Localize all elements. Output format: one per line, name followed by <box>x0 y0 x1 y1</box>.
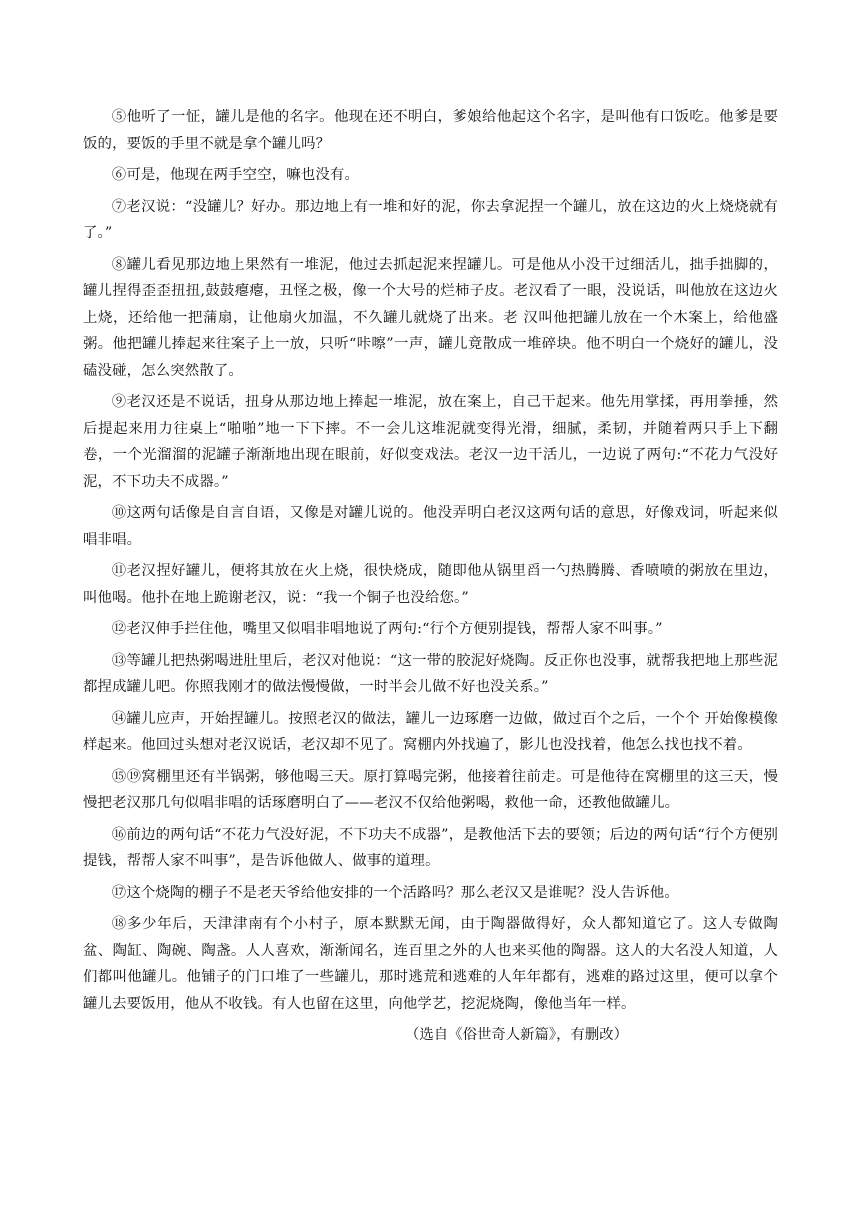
document-page <box>83 104 778 1048</box>
paragraph-13: ⑬等罐儿把热粥喝进肚里后，老汉对他说：“这一带的胶泥好烧陶。反正你也没事，就帮我把地上那些泥都捏成罐儿吧。你照我刚才的做法慢慢做，一时半会儿做不好也没关系。” <box>83 652 778 695</box>
paragraph-7: ⑦老汉说：“没罐儿？好办。那边地上有一堆和好的泥，你去拿泥捏一个罐儿，放在这边的火上烧烧就有了。” <box>83 198 778 241</box>
paragraph-10: ⑩这两句话像是自言自语，又像是对罐儿说的。他没弄明白老汉这两句话的意思，好像戏词，听起来似唱非唱。 <box>83 505 778 548</box>
paragraph-16: ⑯前边的两句话“不花力气没好泥，不下功夫不成器”，是教他活下去的要领；后边的两句话“行个方便别提钱，帮帮人家不叫事”，是告诉他做人、做事的道理。 <box>83 826 778 869</box>
paragraph-8: ⑧罐儿看见那边地上果然有一堆泥，他过去抓起泥来捏罐儿。可是他从小没干过细活儿，拙手拙脚的，罐儿捏得歪歪扭扭,鼓鼓瘪瘪，丑怪之极，像一个大号的烂柿子皮。老汉看了一眼，没说话，叫他放在这边火上烧，还给他一把蒲扇，让他扇火加温，不久罐儿就烧了出来。老 汉叫他把罐儿放在一个木案上，给他盛粥。他把罐儿捧起来往案子上一放，只听“咔嚓”一声，罐儿竟散成一堆碎块。他不明白一个烧好的罐儿，没磕没碰，怎么突然散了。 <box>83 256 778 379</box>
paragraph-6: ⑥可是，他现在两手空空，嘛也没有。 <box>111 167 359 183</box>
paragraph-12: ⑫老汉伸手拦住他，嘴里又似唱非唱地说了两句:“行个方便别提钱，帮帮人家不叫事。” <box>111 621 663 637</box>
paragraph-5: ⑤他听了一怔，罐儿是他的名字。他现在还不明白，爹娘给他起这个名字，是叫他有口饭吃。他爹是要饭的，要饭的手里不就是拿个罐儿吗？ <box>83 109 778 152</box>
paragraph-18: ⑱多少年后，天津津南有个小村子，原本默默无闻，由于陶器做得好，众人都知道它了。这人专做陶盆、陶缸、陶碗、陶盏。人人喜欢，渐渐闻名，连百里之外的人也来买他的陶器。这人的大名没人知道，人们都叫他罐儿。他铺子的门口堆了一些罐儿，那时逃荒和逃难的人年年都有，逃难的路过这里，便可以拿个罐儿去要饭用，他从不收钱。有人也留在这里，向他学艺，挖泥烧陶，像他当年一样。 <box>83 916 778 1012</box>
paragraph-9: ⑨老汉还是不说话，扭身从那边地上捧起一堆泥，放在案上，自己干起来。他先用掌揉，再用拳捶，然后提起来用力往桌上“啪啪”地一下下摔。不一会儿这堆泥就变得光滑，细腻，柔韧，并随着两只手上下翻卷，一个光溜溜的泥罐子渐渐地出现在眼前，好似变戏法。老汉一边干活儿，一边说了两句:“不花力气没好泥，不下功夫不成器。” <box>83 394 778 490</box>
paragraph-15: ⑮⑲窝棚里还有半锅粥，够他喝三天。原打算喝完粥，他接着往前走。可是他待在窝棚里的这三天，慢慢把老汉那几句似唱非唱的话琢磨明白了——老汉不仅给他粥喝，救他一命，还教他做罐儿。 <box>83 768 778 811</box>
paragraph-14: ⑭罐儿应声，开始捏罐儿。按照老汉的做法，罐儿一边琢磨一边做，做过百个之后，一个个 开始像模像样起来。他回过头想对老汉说话，老汉却不见了。窝棚内外找遍了，影儿也没找着，他怎么找也找不着。 <box>83 710 778 753</box>
paragraph-17: ⑰这个烧陶的棚子不是老天爷给他安排的一个活路吗？那么老汉又是谁呢？没人告诉他。 <box>111 884 679 901</box>
source-note: （选自《俗世奇人新篇》，有删改） <box>405 1027 629 1043</box>
paragraph-11: ⑪老汉捏好罐儿，便将其放在火上烧，很快烧成，随即他从锅里舀一勺热腾腾、香喷喷的粥放在里边，叫他喝。他扑在地上跪谢老汉，说：“我一个铜子也没给您。” <box>83 563 778 606</box>
